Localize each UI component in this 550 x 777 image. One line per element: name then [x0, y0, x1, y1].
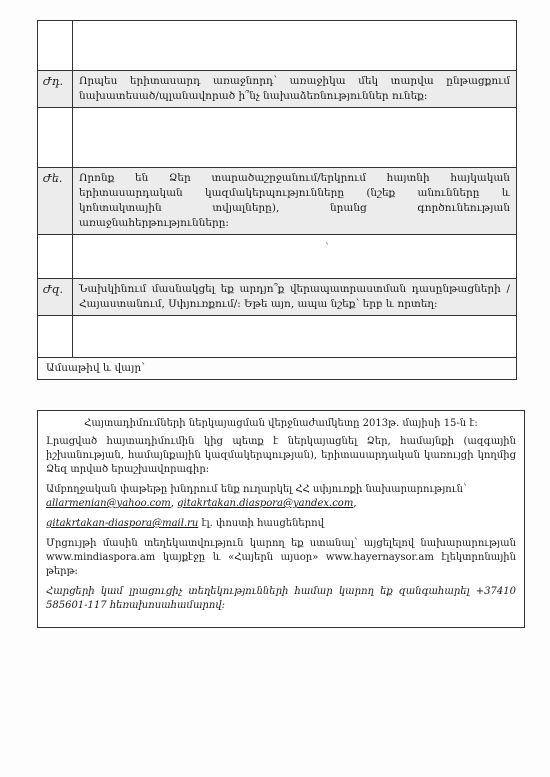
deadline-text: Հայտադիմումների ներկայացման վերջնաժամկետը 2013թ. մայիսի 15-ն է: [84, 418, 478, 429]
info-box [37, 410, 525, 628]
phone-info-text: Հարցերի կամ լրացուցիչ տեղեկությունների համար կարող եք զանգահարել +37410 585601-117 հեռախոսահամարով: [46, 586, 516, 611]
answer-cell[interactable] [73, 316, 517, 358]
questionnaire-table [37, 20, 517, 380]
attachment-text: Լրացված հայտադիմումին կից պետք է ներկայացնել Ձեր, համայնքի (ազգային իշխանության, համայնքային կազմակերպության), երիտասարդական կառույցի կողմից Ձեզ տրված երաշխավորագիր: [46, 436, 516, 475]
answer-row [38, 316, 517, 358]
question-number: Ժդ. [38, 71, 73, 108]
email-suffix: էլ. փոստի հասցեներով [198, 518, 324, 529]
question-text: Նախկինում մասնակցել եք արդյո՞ք վերապատրաստման դասընթացների /Հայաստանում, Սփյուռքում/: Եթե այո, ապա նշեք՝ երբ և որտեղ: [73, 279, 517, 316]
date-place-label[interactable]: Ամսաթիվ և վայր՝ [38, 358, 517, 380]
date-place-row [38, 358, 517, 380]
email-link-2[interactable]: gitakrtakan.diaspora@yandex.com [177, 498, 354, 509]
send-instructions: Ամբողջական փաթեթը խնդրում ենք ուղարկել ՀՀ սփյուռքի նախարարություն՝ allarmenian@yahoo.com, gitakrtakan.diaspora@yandex.com, [46, 484, 467, 509]
send-intro: Ամբողջական փաթեթը խնդրում ենք ուղարկել ՀՀ սփյուռքի նախարարություն՝ [46, 484, 467, 495]
stray-mark: ˋ [325, 243, 330, 254]
question-text: Որպես երիտասարդ առաջնորդ՝ առաջիկա մեկ տարվա ընթացքում նախատեսած/պլանավորած ի՞նչ նախաձեռնություններ ունեք: [73, 71, 517, 108]
answer-row [38, 235, 517, 279]
question-row [38, 168, 517, 235]
email-link-3[interactable]: gitakrtakan-diaspora@mail.ru [46, 518, 199, 529]
email-line [46, 517, 516, 531]
blank-answer-row [38, 21, 517, 71]
question-text: Որոնք են Ձեր տարածաշրջանում/երկրում հայտնի հայկական երիտասարդական կազմակերպությունները (նշեք անունները և կոնտակտային տվյալները), նրանց գործունեության առաջնահերթությունները: [73, 168, 517, 235]
answer-cell[interactable] [73, 21, 517, 71]
question-number: Ժզ. [38, 279, 73, 316]
contest-info-text: Մրցույթի մասին տեղեկատվություն կարող եք ստանալ՝ այցելելով նախարարության www.mindiaspora.am կայքէջը և «Հայերն այսօր» www.hayernaysor.am էլեկտրոնային թերթ: [46, 538, 516, 577]
answer-row [38, 108, 517, 168]
answer-cell[interactable] [73, 235, 517, 279]
question-row [38, 71, 517, 108]
answer-cell[interactable] [73, 108, 517, 168]
question-row [38, 279, 517, 316]
question-number: Ժե. [38, 168, 73, 235]
email-link-1[interactable]: allarmenian@yahoo.com [46, 498, 171, 509]
